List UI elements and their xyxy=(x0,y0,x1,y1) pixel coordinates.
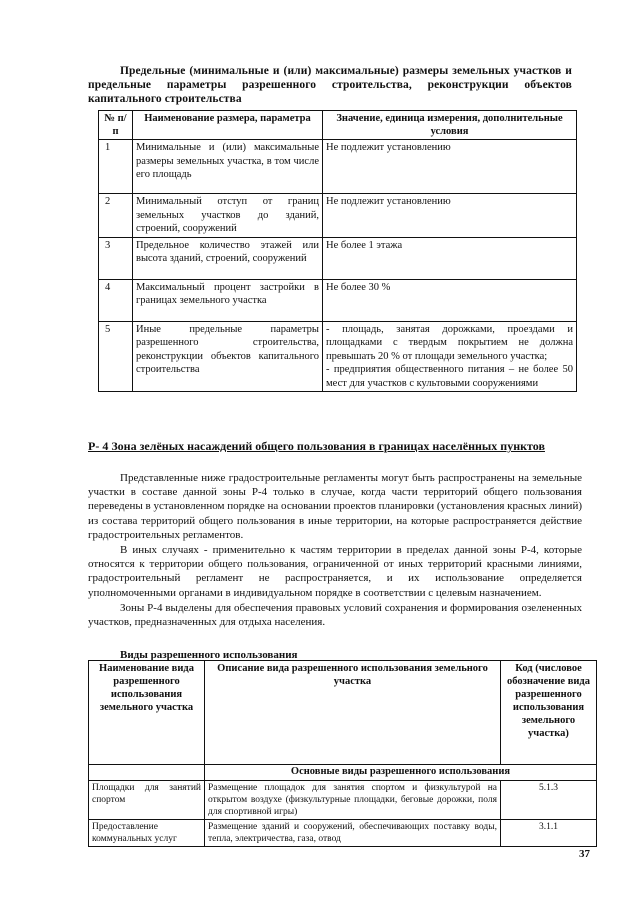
col-header-usage-name: Наименование вида разрешенного использования земельного участка xyxy=(89,661,205,765)
row-number: 3 xyxy=(99,237,133,279)
usage-code: 3.1.1 xyxy=(501,819,597,846)
paragraph: Зоны Р-4 выделены для обеспечения правовых условий сохранения и формирования озелененных участков, предназначенных для отдыха населения. xyxy=(88,601,582,629)
zone-description xyxy=(88,471,582,630)
parameters-table xyxy=(98,110,577,392)
col-header-parameter: Наименование размера, параметра xyxy=(133,111,323,140)
row-parameter: Иные предельные параметры разрешенного строительства, реконструкции объектов капитального строительства xyxy=(133,321,323,392)
col-header-usage-description: Описание вида разрешенного использования земельного участка xyxy=(205,661,501,765)
row-parameter: Предельное количество этажей или высота зданий, строений, сооружений xyxy=(133,237,323,279)
col-header-usage-code: Код (числовое обозначение вида разрешенного использования земельного участка) xyxy=(501,661,597,765)
paragraph: Представленные ниже градостроительные регламенты могут быть распространены на земельные участки в составе данной зоны Р-4 только в случае, когда части территорий общего пользования переведены в установленном порядке на основании проектов планировки (установления красных линий) из состава территорий общего пользования в иные территории, на которые распространяется действие градостроительных регламентов. xyxy=(88,472,582,541)
usage-name: Площадки для занятий спортом xyxy=(89,780,205,819)
row-parameter: Минимальный отступ от границ земельных участков до зданий, строений, сооружений xyxy=(133,194,323,238)
table-header-row xyxy=(89,661,597,765)
row-value: Не подлежит установлению xyxy=(323,194,577,238)
row-value: Не более 30 % xyxy=(323,279,577,321)
row-value: Не более 1 этажа xyxy=(323,237,577,279)
row-number: 5 xyxy=(99,321,133,392)
usage-description: Размещение зданий и сооружений, обеспечивающих поставку воды, тепла, электричества, газа, отвод xyxy=(205,819,501,846)
row-number: 1 xyxy=(99,140,133,194)
usage-name: Предоставление коммунальных услуг xyxy=(89,819,205,846)
table-row xyxy=(99,321,577,392)
table-row xyxy=(99,194,577,238)
row-number: 2 xyxy=(99,194,133,238)
row-parameter: Максимальный процент застройки в границах земельного участка xyxy=(133,279,323,321)
table-row xyxy=(99,279,577,321)
section-label: Основные виды разрешенного использования xyxy=(205,765,597,781)
table-row xyxy=(89,780,597,819)
row-value-line: - предприятия общественного питания – не более 50 мест для участков с культовыми сооружениями xyxy=(326,364,573,389)
usage-description: Размещение площадок для занятия спортом и физкультурой на открытом воздухе (физкультурные площадки, беговые дорожки, поля для спортивной игры) xyxy=(205,780,501,819)
col-header-value: Значение, единица измерения, дополнительные условия xyxy=(323,111,577,140)
row-parameter: Минимальные и (или) максимальные размеры земельных участка, в том числе его площадь xyxy=(133,140,323,194)
paragraph: В иных случаях - применительно к частям территории в пределах данной зоны Р-4, которые относятся к территории общего пользования, ограниченной от иных территорий красными линиями, градостроительный регламент не распространяется, и их использование определяется уполномоченными органами в индивидуальном порядке в соответствии с целевым назначением. xyxy=(88,544,582,599)
row-number: 4 xyxy=(99,279,133,321)
usage-types-table xyxy=(88,660,597,847)
row-value xyxy=(323,321,577,392)
section-heading: Предельные (минимальные и (или) максимальные) размеры земельных участков и предельные параметры разрешенного строительства, реконструкции объектов капитального строительства xyxy=(88,65,572,105)
usage-code: 5.1.3 xyxy=(501,780,597,819)
row-value-line: - площадь, занятая дорожками, проездами и площадками с твердым покрытием не должна превышать 20 % от площади земельного участка; xyxy=(326,323,573,362)
row-value: Не подлежит установлению xyxy=(323,140,577,194)
usage-types-heading: Виды разрешенного использования xyxy=(120,649,298,661)
table-section-row xyxy=(89,765,597,781)
table-row xyxy=(99,140,577,194)
table-header-row xyxy=(99,111,577,140)
page-number: 37 xyxy=(579,848,590,860)
table-row xyxy=(99,237,577,279)
table-row xyxy=(89,819,597,846)
zone-title: Р- 4 Зона зелёных насаждений общего пользования в границах населённых пунктов xyxy=(88,439,545,453)
col-header-number: № п/п xyxy=(99,111,133,140)
